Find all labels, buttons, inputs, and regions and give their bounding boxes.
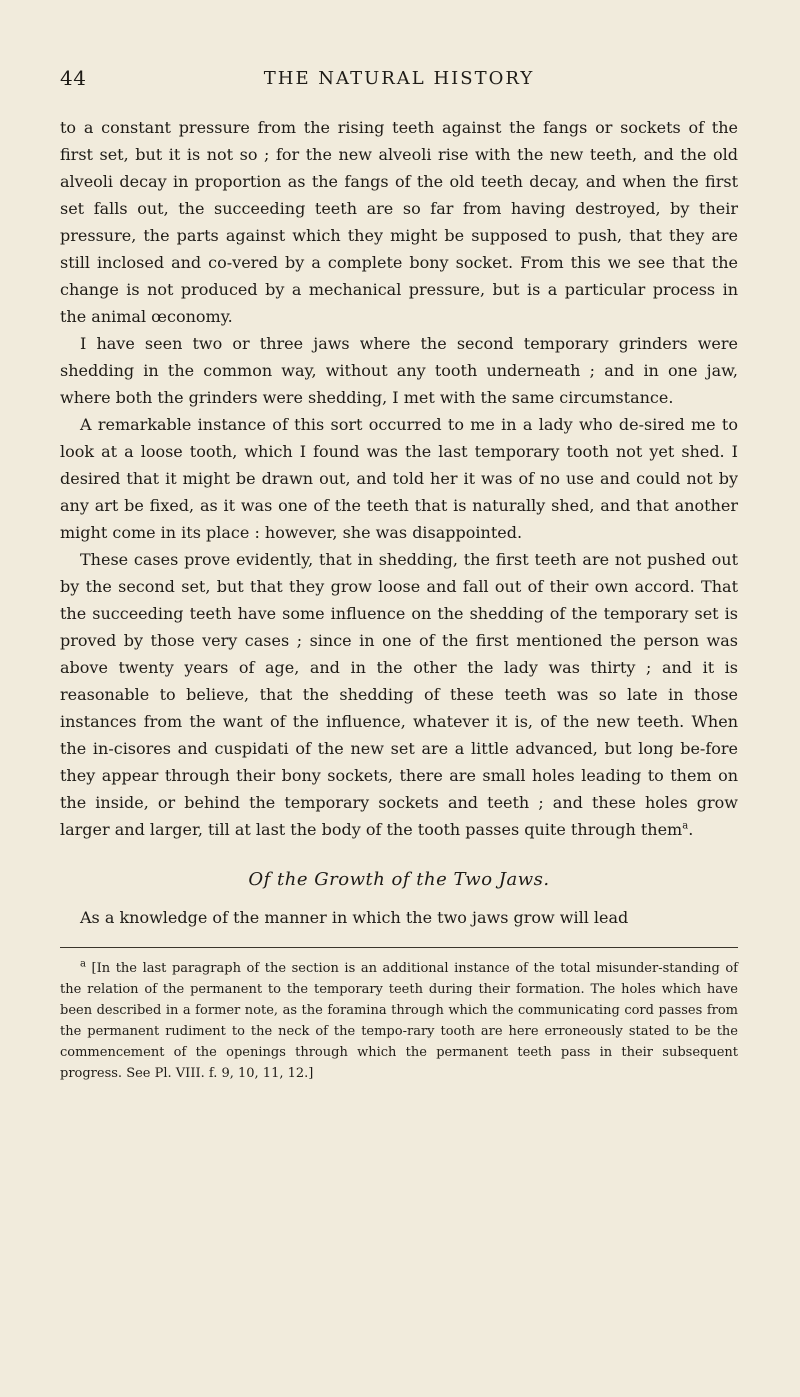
footnote-text: [In the last paragraph of the section is an additional instance of the total misunder-standing of the relation of the permanent to the temporary teeth during their formation. The holes which have been described in a former note, as the foramina through which the communicating cord passes from the permanent rudiment to the neck of the tempo-rary tooth are here erroneously stated to be the commencement of the openings through which the permanent teeth pass in their subsequent progress. See Pl. VIII. f. 9, 10, 11, 12.] (60, 961, 738, 1081)
section-body (60, 904, 738, 931)
paragraph: A remarkable instance of this sort occurred to me in a lady who de-sired me to look at a loose tooth, which I found was the last temporary tooth not yet shed. I desired that it might be drawn out, and told her it was of no use and could not by any art be fixed, as it was one of the teeth that is naturally shed, and that another might come in its place : however, she was disappointed. (60, 415, 738, 542)
page-number: 44 (60, 66, 87, 90)
running-head: THE NATURAL HISTORY (263, 68, 535, 89)
paragraph: I have seen two or three jaws where the second temporary grinders were shedding in the common way, without any tooth underneath ; and in one jaw, where both the grinders were shedding, I met with the same circumstance. (60, 334, 738, 407)
footnote (60, 958, 738, 1084)
paragraph-text: These cases prove evidently, that in shedding, the first teeth are not pushed out by the second set, but that they grow loose and fall out of their own accord. That the succeeding teeth have some influence on the shedding of the temporary set is proved by those very cases ; since in one of the first mentioned the person was above twenty years of age, and in the other the lady was thirty ; and it is reasonable to believe, that the shedding of these teeth was so late in those instances from the want of the influence, whatever it is, of the new teeth. When the in-cisores and cuspidati of the new set are a little advanced, but long be-fore they appear through their bony sockets, there are small holes leading to them on the inside, or behind the temporary sockets and teeth ; and these holes grow larger and larger, till at last the body of the tooth passes quite through them (60, 550, 738, 839)
footnote-reference: a (682, 820, 689, 832)
footnote-divider (60, 947, 738, 948)
body-text (60, 114, 738, 843)
paragraph: As a knowledge of the manner in which the two jaws grow will lead (80, 908, 629, 927)
section-heading: Of the Growth of the Two Jaws. (248, 869, 550, 890)
book-page (60, 66, 738, 1084)
page-header (60, 66, 738, 96)
paragraph: to a constant pressure from the rising teeth against the fangs or sockets of the first set, but it is not so ; for the new alveoli rise with the new teeth, and the old alveoli decay in proportion as the fangs of the old teeth decay, and when the first set falls out, the succeeding teeth are so far from having destroyed, by their pressure, the parts against which they might be supposed to push, that they are still inclosed and co-vered by a complete bony socket. From this we see that the change is not produced by a mechanical pressure, but is a particular process in the animal œconomy. (60, 118, 738, 326)
paragraph: These cases prove evidently, that in shedding, the first teeth are not pushed out by the second set, but that they grow loose and fall out of their own accord. That the succeeding teeth have some influence on the shedding of the temporary set is proved by those very cases ; since in one of the first mentioned the person was above twenty years of age, and in the other the lady was thirty ; and it is reasonable to believe, that the shedding of these teeth was so late in those instances from the want of the influence, whatever it is, of the new teeth. When the in-cisores and cuspidati of the new set are a little advanced, but long be-fore they appear through their bony sockets, there are small holes leading to them on the inside, or behind the temporary sockets and teeth ; and these holes grow larger and larger, till at last the body of the tooth passes quite through them$^a$. (60, 550, 738, 839)
footnote-marker: a (80, 958, 86, 970)
